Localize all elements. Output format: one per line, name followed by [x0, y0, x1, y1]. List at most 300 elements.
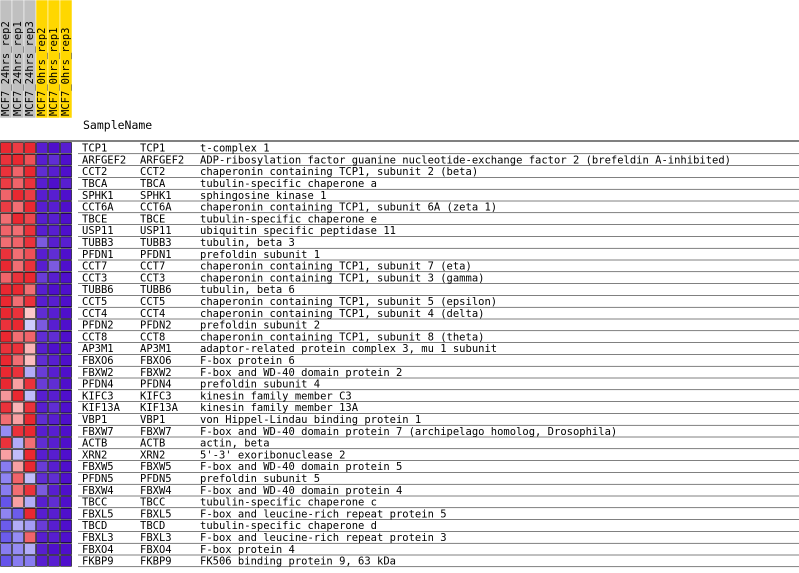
heatmap-cell: [49, 485, 60, 496]
heatmap-cell: [13, 190, 24, 201]
heatmap-cell: [25, 461, 36, 472]
row-description-label: ADP-ribosylation factor guanine nucleotide-exchange factor 2 (brefeldin A-inhibited): [200, 154, 732, 167]
heatmap-cell: [13, 508, 24, 519]
row-id-label: PFDN1: [82, 248, 114, 261]
row-symbol-label: PFDN5: [140, 473, 172, 485]
heatmap-cell: [49, 143, 60, 154]
heatmap-cell: [13, 497, 24, 508]
heatmap-cell: [1, 508, 12, 519]
row-description-label: actin, beta: [200, 437, 270, 450]
column-header-label-6: MCF7_0hrs_rep3: [60, 27, 72, 116]
row-description-label: prefoldin subunit 4: [200, 378, 321, 391]
row-symbol-label: ACTB: [140, 437, 166, 450]
heatmap-cell: [13, 402, 24, 413]
heatmap-cell: [37, 461, 48, 472]
heatmap-cell: [49, 390, 60, 401]
heatmap-cell: [61, 390, 72, 401]
heatmap-cell: [1, 461, 12, 472]
row-symbol-label: FBXL5: [140, 508, 172, 521]
heatmap-cell: [49, 508, 60, 519]
row-id-label: FBXW7: [82, 425, 114, 438]
heatmap-cell: [37, 213, 48, 224]
heatmap-cell: [25, 497, 36, 508]
row-description-label: chaperonin containing TCP1, subunit 6A (zeta 1): [200, 201, 498, 214]
heatmap-cell: [1, 166, 12, 177]
heatmap-cell: [1, 520, 12, 531]
heatmap-cell: [1, 331, 12, 342]
heatmap-cell: [49, 178, 60, 189]
heatmap-cell: [61, 166, 72, 177]
row-symbol-label: FBXW4: [140, 484, 172, 497]
row-description-label: ubiquitin specific peptidase 11: [200, 225, 396, 238]
heatmap-cell: [49, 520, 60, 531]
heatmap-cell: [13, 367, 24, 378]
row-id-label: CCT8: [82, 331, 108, 344]
row-description-label: F-box protein 4: [200, 543, 295, 556]
row-id-label: AP3M1: [82, 343, 114, 356]
row-symbol-label: FKBP9: [140, 555, 172, 568]
heatmap-cell: [61, 331, 72, 342]
heatmap-cell: [49, 154, 60, 165]
heatmap-cell: [61, 508, 72, 519]
heatmap-cell: [49, 237, 60, 248]
row-symbol-label: FBXO6: [140, 355, 172, 367]
row-symbol-label: KIFC3: [140, 390, 172, 403]
heatmap-cell: [37, 532, 48, 543]
row-description-label: tubulin-specific chaperone a: [200, 178, 378, 190]
heatmap-cell: [13, 355, 24, 366]
heatmap-cell: [49, 296, 60, 307]
heatmap-cell: [49, 202, 60, 213]
heatmap-cell: [25, 438, 36, 449]
heatmap-cell: [49, 426, 60, 437]
row-id-label: TBCA: [82, 178, 108, 190]
row-symbol-label: CCT7: [140, 260, 166, 273]
heatmap-cell: [1, 485, 12, 496]
heatmap-cell: [13, 284, 24, 295]
row-id-label: FBXL5: [82, 508, 114, 521]
heatmap-cell: [25, 272, 36, 283]
heatmap-cell: [1, 402, 12, 413]
heatmap-cell: [49, 355, 60, 366]
heatmap-cell: [13, 237, 24, 248]
heatmap-cell: [13, 532, 24, 543]
heatmap-cell: [13, 544, 24, 555]
heatmap-cell: [13, 320, 24, 331]
heatmap-cell: [37, 426, 48, 437]
heatmap-cell: [1, 426, 12, 437]
heatmap-cell: [25, 202, 36, 213]
heatmap-cell: [13, 272, 24, 283]
heatmap-cell: [61, 178, 72, 189]
row-symbol-label: XRN2: [140, 449, 166, 462]
row-id-label: PFDN4: [82, 378, 114, 391]
heatmap-cell: [61, 249, 72, 260]
row-symbol-label: KIF13A: [140, 402, 178, 415]
heatmap-cell: [37, 320, 48, 331]
row-description-label: von Hippel-Lindau binding protein 1: [200, 414, 422, 426]
heatmap-cell: [25, 343, 36, 354]
row-id-label: XRN2: [82, 449, 108, 462]
row-symbol-label: PFDN4: [140, 378, 172, 391]
heatmap-cell: [61, 308, 72, 319]
heatmap-cell: [49, 497, 60, 508]
row-id-label: FBXW2: [82, 366, 114, 379]
row-id-label: CCT3: [82, 272, 108, 285]
row-id-label: FBXO4: [82, 543, 114, 556]
heatmap-cell: [37, 438, 48, 449]
heatmap-cell: [25, 508, 36, 519]
heatmap-cell: [1, 449, 12, 460]
heatmap-cell: [49, 225, 60, 236]
row-description-label: tubulin, beta 6: [200, 284, 295, 297]
heatmap-cell: [61, 343, 72, 354]
column-header-label-3: MCF7_24hrs_rep3: [24, 21, 36, 116]
heatmap-cell: [61, 532, 72, 543]
column-headers: [0, 0, 72, 118]
heatmap-cell: [13, 426, 24, 437]
heatmap-cell: [25, 166, 36, 177]
row-labels: [78, 143, 799, 568]
heatmap-cell: [61, 225, 72, 236]
heatmap-cell: [13, 485, 24, 496]
heatmap-cell: [1, 414, 12, 425]
heatmap-cell: [49, 261, 60, 272]
heatmap-cell: [25, 426, 36, 437]
heatmap-cell: [1, 296, 12, 307]
heatmap-cell: [25, 402, 36, 413]
row-symbol-label: TUBB3: [140, 237, 172, 249]
row-id-label: FKBP9: [82, 555, 114, 568]
heatmap-cell: [13, 143, 24, 154]
heatmap-cell: [25, 308, 36, 319]
heatmap-cell: [37, 355, 48, 366]
heatmap-cell: [25, 213, 36, 224]
heatmap-cell: [1, 497, 12, 508]
heatmap-cell: [25, 556, 36, 567]
heatmap-cell: [1, 473, 12, 484]
heatmap-cells: [1, 143, 72, 567]
heatmap-cell: [37, 143, 48, 154]
heatmap-cell: [49, 461, 60, 472]
heatmap-cell: [25, 331, 36, 342]
heatmap-cell: [13, 261, 24, 272]
row-symbol-label: FBXW5: [140, 461, 172, 474]
heatmap-cell: [13, 331, 24, 342]
row-id-label: CCT6A: [82, 201, 114, 214]
heatmap-cell: [37, 308, 48, 319]
row-description-label: chaperonin containing TCP1, subunit 7 (eta): [200, 260, 472, 273]
heatmap-cell: [13, 449, 24, 460]
heatmap-cell: [25, 544, 36, 555]
heatmap-cell: [25, 284, 36, 295]
heatmap-cell: [25, 320, 36, 331]
column-header-label-2: MCF7_24hrs_rep1: [12, 21, 24, 116]
heatmap-cell: [1, 261, 12, 272]
heatmap-cell: [25, 154, 36, 165]
heatmap-cell: [49, 379, 60, 390]
row-symbol-label: SPHK1: [140, 189, 172, 202]
heatmap-cell: [49, 544, 60, 555]
column-header-label-4: MCF7_0hrs_rep2: [36, 27, 48, 116]
heatmap-cell: [1, 237, 12, 248]
heatmap-cell: [1, 355, 12, 366]
heatmap-cell: [61, 355, 72, 366]
heatmap-cell: [1, 379, 12, 390]
heatmap-cell: [61, 544, 72, 555]
row-symbol-label: FBXW2: [140, 366, 172, 379]
heatmap-cell: [37, 202, 48, 213]
heatmap-cell: [61, 438, 72, 449]
heatmap-cell: [25, 414, 36, 425]
row-id-label: FBXO6: [82, 355, 114, 367]
row-id-label: FBXL3: [82, 532, 114, 544]
heatmap-cell: [13, 249, 24, 260]
heatmap-cell: [49, 532, 60, 543]
heatmap-cell: [37, 154, 48, 165]
heatmap-cell: [1, 438, 12, 449]
heatmap-cell: [37, 284, 48, 295]
heatmap-cell: [1, 390, 12, 401]
row-description-label: tubulin-specific chaperone d: [200, 520, 378, 533]
heatmap-cell: [37, 485, 48, 496]
row-id-label: VBP1: [82, 414, 108, 426]
heatmap-cell: [37, 331, 48, 342]
heatmap-cell: [1, 532, 12, 543]
heatmap-cell: [37, 343, 48, 354]
row-symbol-label: TBCC: [140, 496, 166, 509]
row-id-label: CCT4: [82, 307, 108, 320]
heatmap-cell: [13, 178, 24, 189]
heatmap-cell: [61, 414, 72, 425]
heatmap-cell: [49, 213, 60, 224]
heatmap-cell: [1, 154, 12, 165]
heatmap-cell: [61, 449, 72, 460]
heatmap-cell: [61, 320, 72, 331]
row-id-label: TBCC: [82, 496, 108, 509]
heatmap-cell: [37, 225, 48, 236]
heatmap-cell: [61, 154, 72, 165]
heatmap-cell: [37, 190, 48, 201]
heatmap-cell: [61, 143, 72, 154]
row-symbol-label: TCP1: [140, 142, 166, 155]
column-header-label-5: MCF7_0hrs_rep1: [48, 27, 60, 116]
row-description-label: adaptor-related protein complex 3, mu 1 subunit: [200, 343, 498, 356]
row-symbol-label: PFDN1: [140, 248, 172, 261]
heatmap-cell: [13, 414, 24, 425]
heatmap-cell: [1, 178, 12, 189]
row-id-label: FBXW5: [82, 461, 114, 474]
row-description-label: chaperonin containing TCP1, subunit 2 (beta): [200, 166, 479, 179]
heatmap-cell: [61, 367, 72, 378]
heatmap-cell: [61, 426, 72, 437]
heatmap-cell: [1, 143, 12, 154]
row-id-label: CCT7: [82, 260, 108, 273]
row-symbol-label: ARFGEF2: [140, 154, 185, 167]
row-symbol-label: FBXO4: [140, 543, 172, 556]
row-description-label: F-box and WD-40 domain protein 2: [200, 366, 403, 379]
heatmap-cell: [37, 508, 48, 519]
row-id-label: FBXW4: [82, 484, 114, 497]
row-description-label: 5'-3' exoribonuclease 2: [200, 449, 346, 462]
row-symbol-label: FBXW7: [140, 425, 172, 438]
row-symbol-label: TBCE: [140, 213, 166, 226]
heatmap-cell: [13, 296, 24, 307]
heatmap-cell: [25, 296, 36, 307]
heatmap-cell: [1, 308, 12, 319]
heatmap-cell: [61, 520, 72, 531]
row-symbol-label: USP11: [140, 225, 172, 238]
heatmap-cell: [37, 473, 48, 484]
heatmap-cell: [49, 438, 60, 449]
row-description-label: F-box protein 6: [200, 355, 295, 367]
row-id-label: TBCE: [82, 213, 108, 226]
row-id-label: TUBB3: [82, 237, 114, 249]
heatmap-cell: [37, 520, 48, 531]
heatmap-cell: [25, 473, 36, 484]
row-symbol-label: AP3M1: [140, 343, 172, 356]
heatmap-cell: [1, 284, 12, 295]
row-id-label: CCT5: [82, 296, 108, 308]
row-description-label: F-box and WD-40 domain protein 4: [200, 484, 403, 497]
heatmap-cell: [37, 497, 48, 508]
row-symbol-label: CCT5: [140, 296, 166, 308]
row-description-label: tubulin-specific chaperone e: [200, 213, 378, 226]
heatmap-cell: [1, 225, 12, 236]
row-description-label: prefoldin subunit 2: [200, 319, 321, 332]
heatmap-cell: [25, 520, 36, 531]
row-header-label: SampleName: [83, 118, 153, 132]
heatmap-cell: [49, 402, 60, 413]
heatmap-cell: [61, 261, 72, 272]
row-description-label: t-complex 1: [200, 142, 270, 155]
heatmap-cell: [25, 485, 36, 496]
heatmap-cell: [37, 390, 48, 401]
heatmap-cell: [13, 343, 24, 354]
heatmap-cell: [61, 379, 72, 390]
heatmap-cell: [49, 331, 60, 342]
heatmap-cell: [13, 520, 24, 531]
heatmap-cell: [61, 237, 72, 248]
heatmap-cell: [49, 449, 60, 460]
heatmap-cell: [25, 178, 36, 189]
row-id-label: TUBB6: [82, 284, 114, 297]
heatmap-cell: [1, 343, 12, 354]
heatmap-cell: [37, 237, 48, 248]
heatmap-cell: [13, 225, 24, 236]
heatmap-cell: [61, 284, 72, 295]
heatmap-cell: [25, 249, 36, 260]
heatmap-cell: [37, 272, 48, 283]
heatmap-cell: [37, 379, 48, 390]
heatmap-cell: [1, 272, 12, 283]
heatmap-cell: [49, 284, 60, 295]
row-description-label: F-box and WD-40 domain protein 5: [200, 461, 403, 474]
row-description-label: prefoldin subunit 1: [200, 248, 321, 261]
row-description-label: chaperonin containing TCP1, subunit 3 (gamma): [200, 272, 485, 285]
row-description-label: F-box and WD-40 domain protein 7 (archipelago homolog, Drosophila): [200, 425, 618, 438]
row-symbol-label: FBXL3: [140, 532, 172, 544]
heatmap-cell: [37, 249, 48, 260]
heatmap-cell: [13, 213, 24, 224]
row-id-label: KIF13A: [82, 402, 120, 415]
heatmap-cell: [37, 367, 48, 378]
row-symbol-label: TBCA: [140, 178, 166, 190]
row-symbol-label: CCT3: [140, 272, 166, 285]
row-symbol-label: TUBB6: [140, 284, 172, 297]
row-id-label: ARFGEF2: [82, 154, 127, 167]
heatmap-cell: [25, 237, 36, 248]
heatmap-cell: [37, 544, 48, 555]
row-description-label: kinesin family member C3: [200, 390, 352, 403]
heatmap-cell: [61, 190, 72, 201]
row-id-label: SPHK1: [82, 189, 114, 202]
heatmap-cell: [49, 473, 60, 484]
row-symbol-label: PFDN2: [140, 319, 172, 332]
heatmap-cell: [13, 202, 24, 213]
column-header-label-1: MCF7_24hrs_rep2: [0, 21, 12, 116]
heatmap-cell: [13, 166, 24, 177]
row-description-label: sphingosine kinase 1: [200, 189, 327, 202]
heatmap-cell: [61, 402, 72, 413]
row-id-label: USP11: [82, 225, 114, 238]
row-symbol-label: VBP1: [140, 414, 166, 426]
heatmap-cell: [25, 532, 36, 543]
heatmap-cell: [61, 497, 72, 508]
row-id-label: TBCD: [82, 520, 108, 533]
heatmap-cell: [49, 367, 60, 378]
heatmap-cell: [25, 367, 36, 378]
heatmap-cell: [37, 261, 48, 272]
heatmap-cell: [13, 556, 24, 567]
heatmap-cell: [25, 225, 36, 236]
heatmap-cell: [1, 320, 12, 331]
heatmap-cell: [49, 249, 60, 260]
heatmap-cell: [61, 296, 72, 307]
heatmap-cell: [37, 556, 48, 567]
heatmap-cell: [61, 485, 72, 496]
row-symbol-label: CCT8: [140, 331, 166, 344]
heatmap-cell: [25, 143, 36, 154]
row-description-label: FK506 binding protein 9, 63 kDa: [200, 555, 396, 568]
heatmap-cell: [25, 355, 36, 366]
heatmap-cell: [13, 461, 24, 472]
heatmap-cell: [37, 166, 48, 177]
heatmap-cell: [49, 343, 60, 354]
row-id-label: PFDN5: [82, 473, 114, 485]
row-description-label: chaperonin containing TCP1, subunit 4 (delta): [200, 307, 485, 320]
heatmap-cell: [1, 249, 12, 260]
heatmap-cell: [25, 261, 36, 272]
heatmap-cell: [61, 213, 72, 224]
row-symbol-label: TBCD: [140, 520, 166, 533]
row-id-label: CCT2: [82, 166, 108, 179]
heatmap-cell: [1, 556, 12, 567]
heatmap-cell: [49, 308, 60, 319]
row-symbol-label: CCT4: [140, 307, 166, 320]
heatmap-cell: [25, 390, 36, 401]
heatmap-cell: [25, 190, 36, 201]
heatmap-cell: [49, 320, 60, 331]
heatmap-cell: [49, 166, 60, 177]
heatmap-cell: [61, 461, 72, 472]
row-description-label: chaperonin containing TCP1, subunit 8 (theta): [200, 331, 485, 344]
heatmap-cell: [25, 449, 36, 460]
heatmap-cell: [1, 544, 12, 555]
heatmap-cell: [1, 202, 12, 213]
heatmap-cell: [1, 213, 12, 224]
row-id-label: ACTB: [82, 437, 108, 450]
